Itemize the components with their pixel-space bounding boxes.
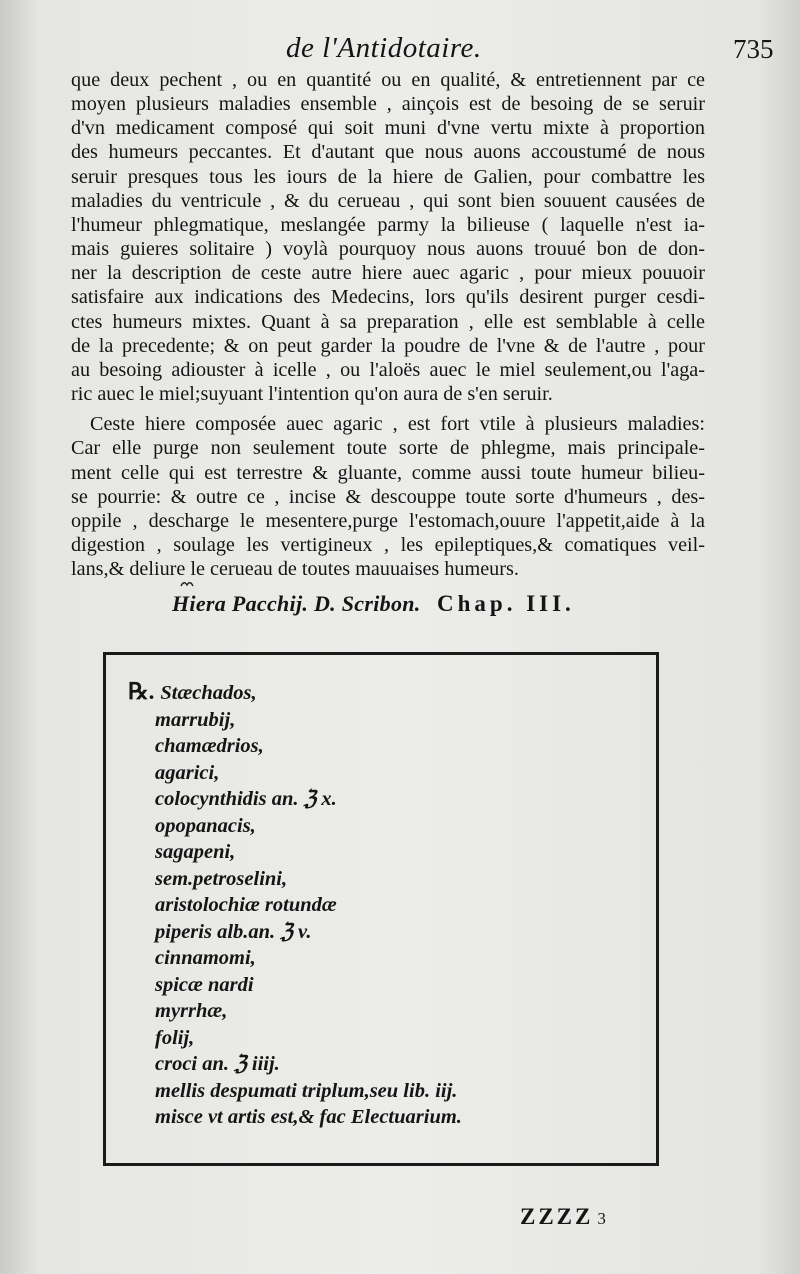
text-line: des humeurs peccantes. Et d'autant que nous auons accoustumé de nous (71, 141, 705, 164)
recipe-item: sagapeni, (155, 841, 236, 863)
text-line: lans,& deliure le cerueau de toutes mauuaises humeurs. (71, 558, 519, 581)
recipe-list (128, 679, 462, 1131)
recipe-symbol: ℞. (128, 679, 155, 704)
text-line: oppile , descharge le mesentere,purge l'estomach,ouure l'appetit,aide à la (71, 509, 705, 532)
recipe-item: chamædrios, (155, 735, 264, 757)
recipe-title: Hiera Pacchij. D. Scribon. (172, 591, 421, 616)
paragraph-2 (71, 412, 705, 581)
text-line: digestion , soulage les vertigineux , les epileptiques,& comatiques veil- (71, 533, 705, 556)
text-line: ner la description de ceste autre hiere auec agaric , pour mieux pouuoir (71, 262, 705, 285)
recipe-item: sem.petroselini, (155, 867, 288, 890)
signature-number: 3 (597, 1209, 606, 1228)
recipe-item (128, 679, 462, 707)
text-line: se pourrie: & outre ce , incise & descouppe toute sorte d'humeurs , des- (71, 485, 705, 508)
text-line: ctes humeurs mixtes. Quant à sa preparation , elle est semblable à celle (71, 310, 705, 333)
chapter-heading (172, 591, 632, 617)
text-line: que deux pechent , ou en quantité ou en qualité, & entretiennent par ce (71, 69, 705, 91)
page-number: 735 (733, 34, 774, 64)
recipe-box (103, 652, 659, 1166)
recipe-item: aristolochiæ rotundæ (155, 894, 337, 916)
body-text (71, 68, 705, 581)
text-line: de la precedente; & on peut garder la poudre de l'vne & de l'autre , pour (71, 334, 705, 357)
page-header (0, 30, 800, 70)
recipe-item: misce vt artis est,& fac Electuarium. (155, 1106, 462, 1128)
signature-mark (520, 1204, 606, 1230)
text-line: satisfaire aux indications des Medecins, lors qu'ils desirent purger cesdi- (71, 286, 705, 309)
text-line: mais guieres solitaire ) voylà pourquoy nous auons trouué bon de don- (71, 238, 705, 261)
text-line: Car elle purge non seulement toute sorte de phlegme, mais principale- (71, 437, 705, 460)
recipe-item: cinnamomi, (155, 947, 256, 969)
paragraph-1 (71, 68, 705, 406)
text-line: moyen plusieurs maladies ensemble , ainçois est de besoing de se seruir (71, 93, 705, 116)
text-line: au besoing adiouster à icelle , ou l'aloës auec le miel seulement,ou l'aga- (71, 358, 705, 381)
recipe-item: colocynthidis an. ℨ x. (155, 788, 337, 810)
recipe-item: marrubij, (155, 708, 236, 731)
ornament-glyph (180, 579, 194, 589)
text-line: ric auec le miel;suyuant l'intention qu'on aura de s'en seruir. (71, 383, 553, 406)
recipe-item: folij, (155, 1026, 195, 1049)
recipe-item: mellis despumati triplum,seu lib. iij. (155, 1079, 458, 1102)
recipe-item: agarici, (155, 761, 220, 784)
ingredient: Stæchados, (160, 682, 257, 704)
recipe-item: myrrhæ, (155, 1000, 228, 1022)
signature-letters: ZZZZ (520, 1204, 594, 1229)
text-line: ment celle qui est terrestre & gluante, comme aussi toute humeur bilieu- (71, 461, 705, 484)
text-line: seruir presques tous les iours de la hiere de Galien, pour combattre les (71, 165, 705, 188)
recipe-item: opopanacis, (155, 814, 256, 837)
recipe-item: piperis alb.an. ℨ v. (155, 920, 312, 943)
text-line: Ceste hiere composée auec agaric , est fort vtile à plusieurs maladies: (90, 413, 705, 436)
text-line: l'humeur phlegmatique, meslangée parmy la bilieuse ( laquelle n'est ia- (71, 213, 705, 236)
recipe-item: croci an. ℨ iiij. (155, 1053, 280, 1075)
running-title: de l'Antidotaire. (286, 32, 482, 64)
recipe-item: spicæ nardi (155, 973, 254, 996)
text-line: maladies du ventricule , & du cerueau , qui sont bien souuent causées de (71, 189, 705, 212)
chapter-label: Chap. III. (437, 591, 575, 616)
text-line: d'vn medicament composé qui soit muni d'vne vertu mixte à proportion (71, 117, 705, 140)
